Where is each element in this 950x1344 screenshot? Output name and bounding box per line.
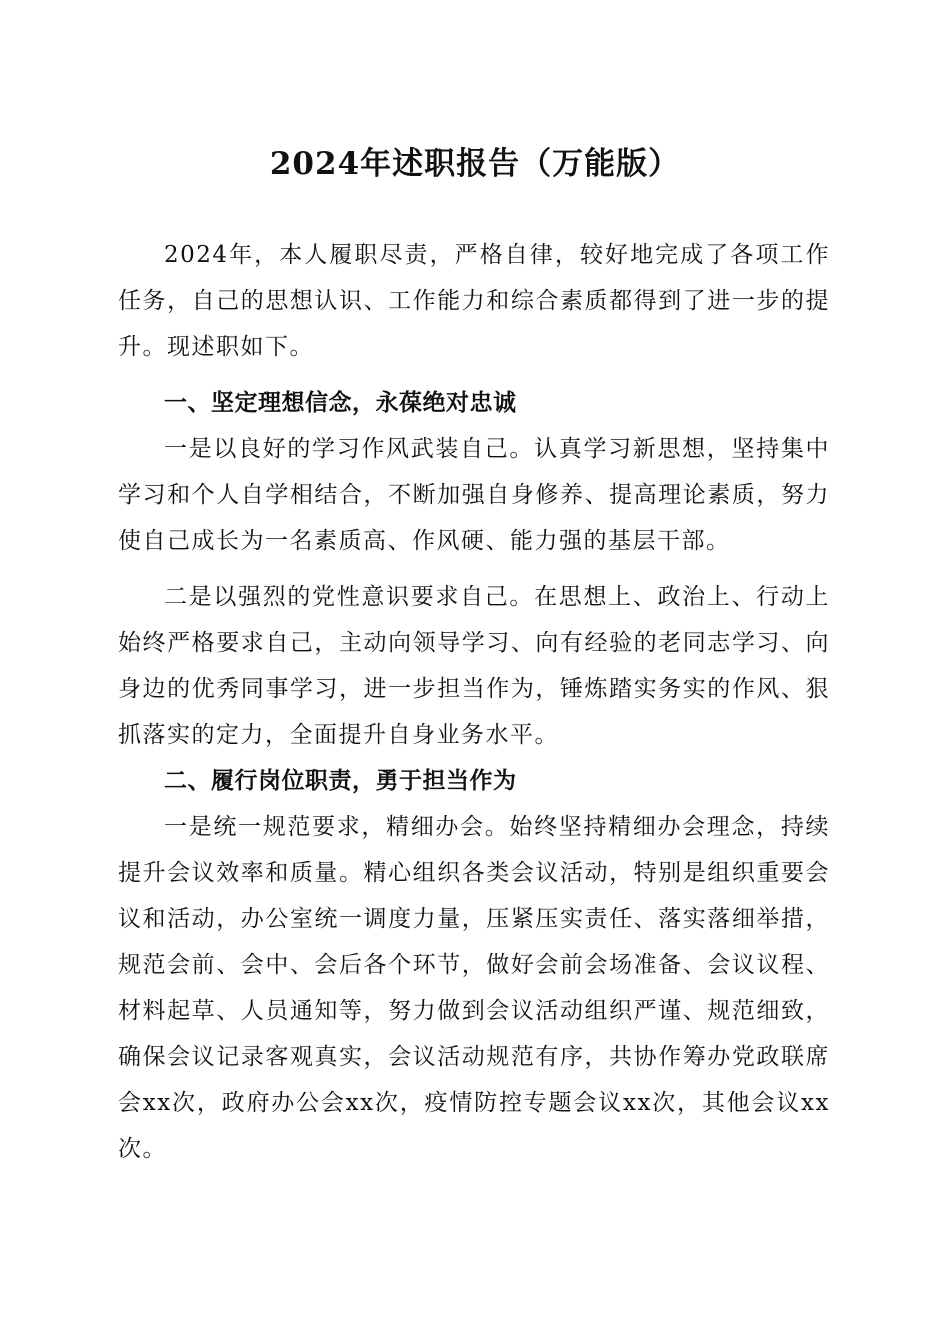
section-1-paragraph-2: 二是以强烈的党性意识要求自己。在思想上、政治上、行动上始终严格要求自己，主动向领导学习、向有经验的老同志学习、向身边的优秀同事学习，进一步担当作为，锤炼踏实务实的作风、狠抓落实的定力，全面提升自身业务水平。 — [118, 584, 830, 748]
section-1-heading: 一、坚定理想信念，永葆绝对忠诚 — [164, 390, 517, 416]
document-body — [118, 232, 830, 1172]
intro-paragraph: 2024年，本人履职尽责，严格自律，较好地完成了各项工作任务，自己的思想认识、工作能力和综合素质都得到了进一步的提升。现述职如下。 — [118, 242, 830, 360]
section-1-paragraph-1: 一是以良好的学习作风武装自己。认真学习新思想，坚持集中学习和个人自学相结合，不断加强自身修养、提高理论素质，努力使自己成长为一名素质高、作风硬、能力强的基层干部。 — [118, 436, 830, 554]
section-2-paragraph-1: 一是统一规范要求，精细办会。始终坚持精细办会理念，持续提升会议效率和质量。精心组织各类会议活动，特别是组织重要会议和活动，办公室统一调度力量，压紧压实责任、落实落细举措，规范会前、会中、会后各个环节，做好会前会场准备、会议议程、材料起草、人员通知等，努力做到会议活动组织严谨、规范细致，确保会议记录客观真实，会议活动规范有序，共协作筹办党政联席会xx次，政府办公会xx次，疫情防控专题会议xx次，其他会议xx次。 — [118, 814, 830, 1162]
section-2-heading: 二、履行岗位职责，勇于担当作为 — [164, 768, 517, 794]
document-title: 2024年述职报告（万能版） — [269, 146, 681, 182]
